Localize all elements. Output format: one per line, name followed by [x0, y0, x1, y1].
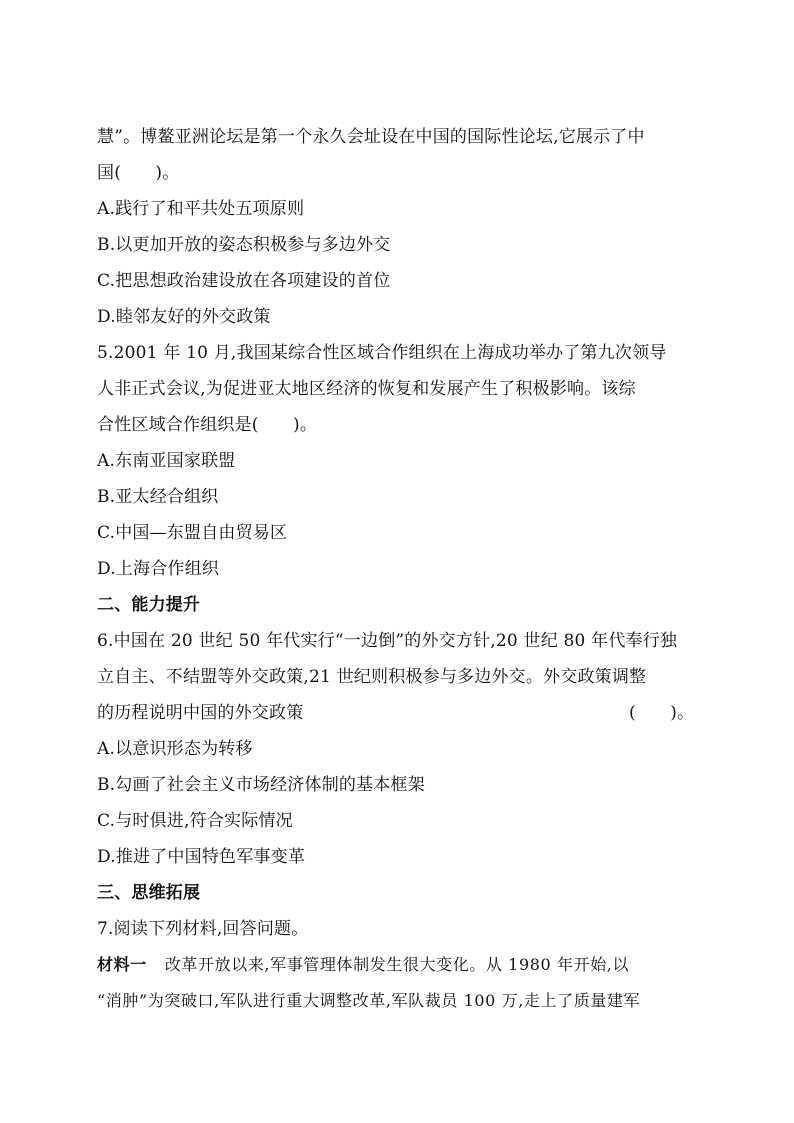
question-6-stem-text: 的历程说明中国的外交政策	[97, 703, 304, 723]
question-4-option-a: A.践行了和平共处五项原则	[97, 199, 305, 219]
question-4-option-d: D.睦邻友好的外交政策	[97, 307, 271, 327]
material-1-text-1: 改革开放以来,军事管理体制发生很大变化。从 1980 年开始,以	[164, 955, 630, 974]
material-1-line-1	[97, 954, 629, 976]
question-6-stem-line-3	[97, 702, 697, 724]
question-4-option-c: C.把思想政治建设放在各项建设的首位	[97, 271, 391, 291]
question-5-stem-line-1: 5.2001 年 10 月,我国某综合性区域合作组织在上海成功举办了第九次领导	[97, 343, 667, 363]
question-6-option-c: C.与时俱进,符合实际情况	[97, 811, 293, 831]
section-heading-thinking: 三、思维拓展	[97, 883, 201, 903]
question-6-option-d: D.推进了中国特色军事变革	[97, 847, 306, 867]
question-5-option-c: C.中国—东盟自由贸易区	[97, 523, 288, 543]
question-7-stem: 7.阅读下列材料,回答问题。	[97, 919, 309, 939]
question-5-option-b: B.亚太经合组织	[97, 487, 219, 507]
question-4-stem-line-2: 国( )。	[97, 163, 180, 183]
question-5-option-d: D.上海合作组织	[97, 559, 220, 579]
question-5-stem-line-3: 合性区域合作组织是( )。	[97, 415, 318, 435]
question-6-stem-line-1: 6.中国在 20 世纪 50 年代实行“一边倒”的外交方针,20 世纪 80 年代奉行独	[97, 631, 678, 651]
question-6-answer-paren: ( )。	[629, 703, 695, 723]
question-4-option-b: B.以更加开放的姿态积极参与多边外交	[97, 235, 391, 255]
material-1-label: 材料一	[97, 955, 147, 974]
question-4-stem-line-1: 慧”。博鳌亚洲论坛是第一个永久会址设在中国的国际性论坛,它展示了中	[97, 127, 645, 147]
question-5-stem-line-2: 人非正式会议,为促进亚太地区经济的恢复和发展产生了积极影响。该综	[97, 379, 636, 399]
material-1-line-2: “消肿”为突破口,军队进行重大调整改革,军队裁员 100 万,走上了质量建军	[97, 991, 641, 1010]
question-6-stem-line-2: 立自主、不结盟等外交政策,21 世纪则积极参与多边外交。外交政策调整	[97, 667, 647, 687]
section-heading-ability: 二、能力提升	[97, 595, 201, 615]
question-6-option-a: A.以意识形态为转移	[97, 739, 253, 759]
question-5-option-a: A.东南亚国家联盟	[97, 451, 236, 471]
question-6-option-b: B.勾画了社会主义市场经济体制的基本框架	[97, 775, 425, 795]
